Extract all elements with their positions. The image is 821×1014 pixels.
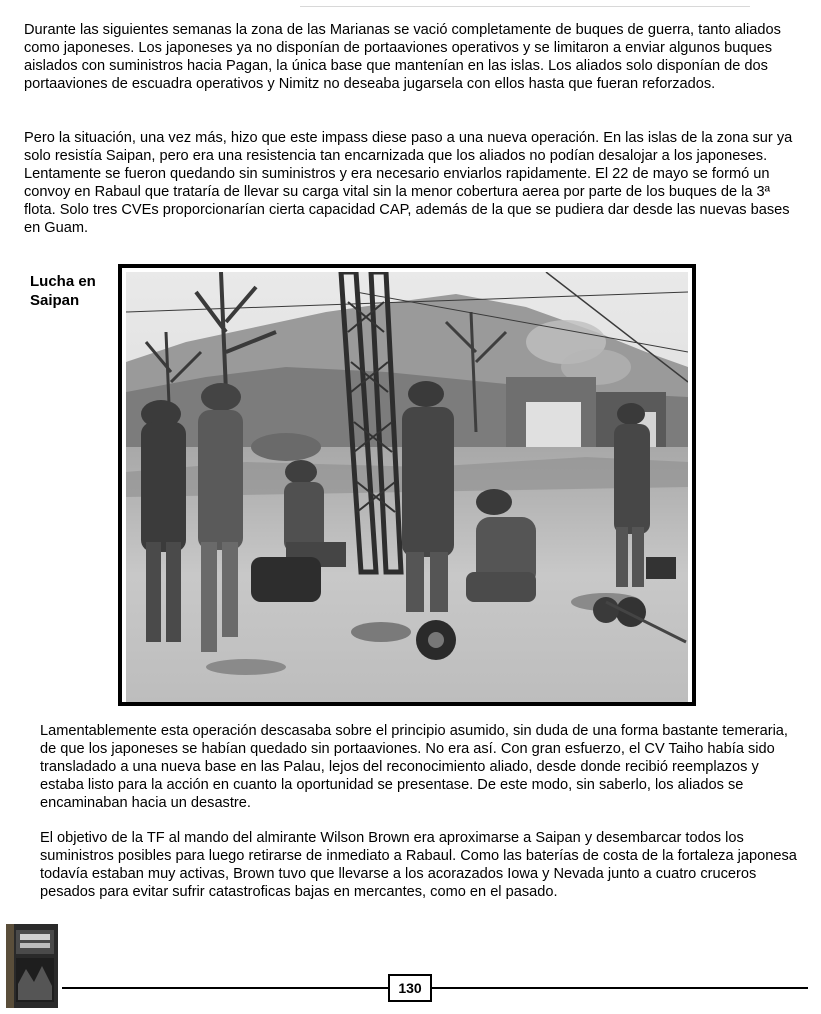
page-number: 130 [388, 974, 432, 1002]
footer-rule-right [432, 987, 808, 989]
footer-rule-left [62, 987, 388, 989]
photo-caption: Lucha en Saipan [30, 273, 96, 309]
game-box-image [6, 924, 58, 1008]
game-box-art [6, 924, 58, 1008]
saipan-photo [118, 264, 696, 706]
paragraph-4: El objetivo de la TF al mando del almirante Wilson Brown era aproximarse a Saipan y desembarcar todos los suministros posibles para luego retirarse de inmediato a Rabaul. Como las baterías de costa de la fortaleza japonesa todavía estaban muy activas, Brown tuvo que llevarse a los acorazados Iowa y Nevada junto a cuatro cruceros pesados para evitar sufrir catastroficas bajas en mercantes, como en el pasado. [40, 830, 797, 900]
paragraph-3: Lamentablemente esta operación descasaba sobre el principio asumido, sin duda de una forma bastante temeraria, de que los japoneses se habían quedado sin portaaviones. No era así. Con gran esfuerzo, el CV Taiho había sido transladado a una nueva base en las Palau, lejos del reconocimiento aliado, desde donde recibió reemplazos y estaba listo para la acción en cuanto la oportunidad se presentase. De este modo, sin saberlo, los aliados se encaminaban hacia un desastre. [40, 723, 788, 811]
paragraph-1: Durante las siguientes semanas la zona de las Marianas se vació completamente de buques de guerra, tanto aliados como japoneses. Los japoneses ya no disponían de portaaviones operativos y se limitaron a enviar algunos buques aislados con suministros hacia Pagan, la única base que mantenían en las islas. Los aliados solo disponían de dos portaaviones de escuadra operativos y Nimitz no deseaba jugarsela con ellos hasta que fueran reforzados. [24, 22, 781, 92]
paragraph-2: Pero la situación, una vez más, hizo que este impass diese paso a una nueva operación. En las islas de la zona sur ya solo resistía Saipan, pero era una resistencia tan encarnizada que los aliados no podían desalojar a los japoneses. Lentamente se fueron quedando sin suministros y era necesario enviarlos rapidamente. El 22 de mayo se formó un convoy en Rabaul que trataría de llevar su carga vital sin la menor cobertura aerea por parte de los buques de la 3ª flota. Solo tres CVEs proporcionarían cierta capacidad CAP, además de la que se pudiera dar desde las nuevas bases en Guam. [24, 130, 793, 236]
header-rule [300, 6, 750, 7]
saipan-photo-image [126, 272, 688, 702]
